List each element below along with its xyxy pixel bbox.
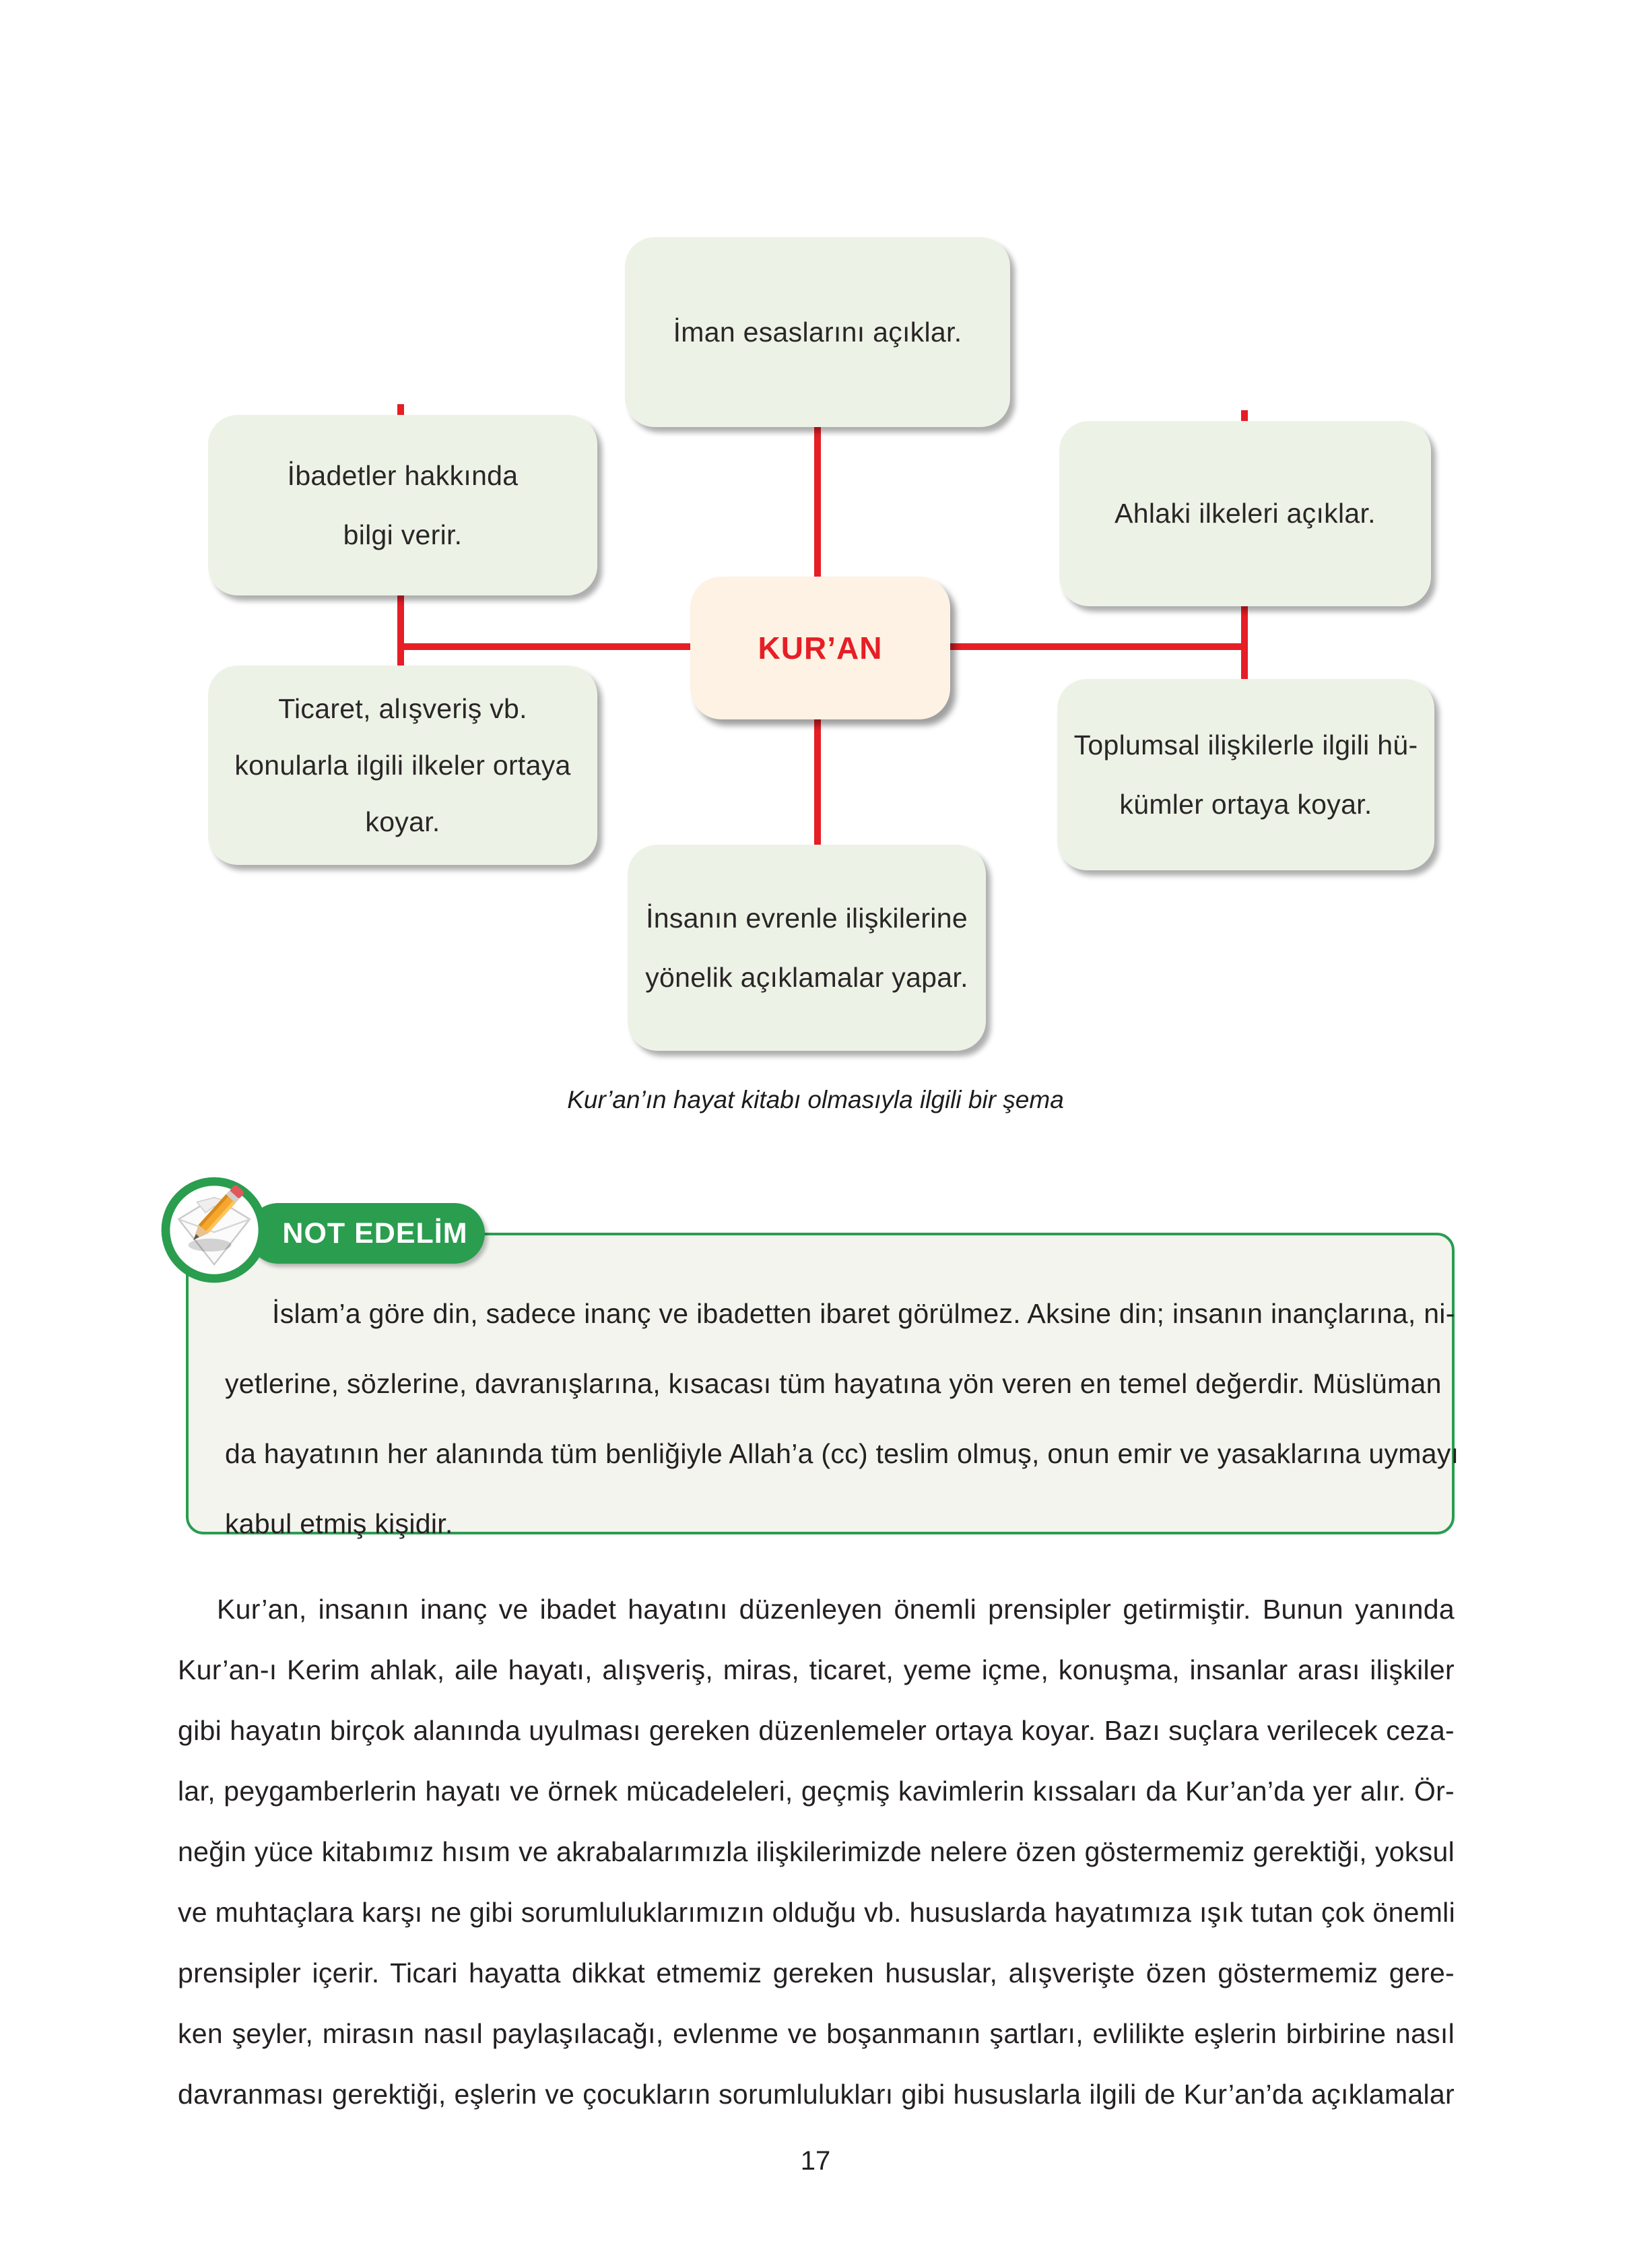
diagram-node-evren — [628, 845, 986, 1051]
note-title: NOT EDELİM — [282, 1217, 468, 1250]
note-text-line: da hayatının her alanında tüm benliğiyle Allah’a (cc) teslim olmuş, onun emir ve yasaklarına uymayı — [225, 1438, 1459, 1469]
body-text-line: Kur’an, insanın inanç ve ibadet hayatını düzenleyen önemli prensipler getirmiştir. Bunun yanında — [217, 1594, 1455, 1625]
body-text-line: ken şeyler, mirasın nasıl paylaşılacağı, evlenme ve boşanmanın şartları, evlilikte eşlerin birbirine nasıl — [178, 2018, 1455, 2049]
node-text-line: İnsanın evrenle ilişkilerine — [646, 902, 968, 934]
node-text-line: koyar. — [365, 806, 440, 838]
node-text-line: konularla ilgili ilkeler ortaya — [234, 749, 571, 781]
body-text-line: lar, peygamberlerin hayatı ve örnek mücadeleleri, geçmiş kavimlerin kıssaları da Kur’an’da yer alır. Ör- — [178, 1776, 1455, 1807]
connector-top-vertical — [814, 424, 821, 581]
body-text-line: neğin yüce kitabımız hısım ve akrabalarımızla ilişkilerimizde nelere özen göstermemiz gerektiği, yoksul — [178, 1836, 1455, 1867]
connector-bottom-vertical — [814, 715, 821, 850]
body-paragraph — [178, 1579, 1455, 2125]
node-text-line: Ahlaki ilkeleri açıklar. — [1114, 498, 1376, 529]
connector-right-horizontal — [947, 643, 1244, 650]
node-text-line: yönelik açıklamalar yapar. — [645, 962, 968, 993]
node-text-line: İman esaslarını açıklar. — [673, 316, 962, 348]
node-text-line: KUR’AN — [758, 630, 883, 666]
diagram-caption: Kur’an’ın hayat kitabı olmasıyla ilgili bir şema — [567, 1086, 1064, 1113]
note-text-line: yetlerine, sözlerine, davranışlarına, kısacası tüm hayatına yön veren en temel değerdir. Müslüman — [225, 1368, 1442, 1399]
body-text-line: gibi hayatın birçok alanında uyulması gereken düzenlemeler ortaya koyar. Bazı suçlara verilecek ceza- — [178, 1715, 1455, 1746]
note-text-line: kabul etmiş kişidir. — [225, 1508, 453, 1539]
connector-left-vertical — [397, 590, 404, 670]
body-text-line: ve muhtaçlara karşı ne gibi sorumluluklarımızın olduğu vb. hususlarda hayatımıza ışık tutan çok önemli — [178, 1897, 1455, 1928]
body-text-line: prensipler içerir. Ticari hayatta dikkat etmemiz gereken hususlar, alışverişte özen göstermemiz gere- — [178, 1957, 1455, 1988]
diagram-node-toplum — [1057, 679, 1434, 870]
diagram-node-ibadet — [208, 415, 597, 595]
note-text-line: İslam’a göre din, sadece inanç ve ibadetten ibaret görülmez. Aksine din; insanın inançlarına, ni- — [272, 1298, 1455, 1329]
node-text-line: Toplumsal ilişkilerle ilgili hü- — [1073, 729, 1418, 760]
node-text-line: Ticaret, alışveriş vb. — [278, 692, 527, 724]
diagram-node-ahlak — [1059, 421, 1431, 606]
note-box — [186, 1233, 1459, 1539]
node-text-line: bilgi verir. — [343, 519, 463, 550]
page-number: 17 — [800, 2146, 831, 2176]
diagram-node-iman — [625, 237, 1010, 427]
pencil-note-icon — [160, 1176, 268, 1284]
node-text-line: kümler ortaya koyar. — [1119, 789, 1372, 820]
note-title-pill — [248, 1203, 485, 1264]
diagram-node-ticaret — [208, 666, 597, 865]
node-text-line: İbadetler hakkında — [287, 459, 519, 491]
diagram-node-kuran — [690, 577, 950, 719]
body-text-line: davranması gerektiği, eşlerin ve çocukların sorumlulukları gibi hususlarla ilgili de Kur’an’da açıklamalar — [178, 2079, 1455, 2110]
connector-right-vertical — [1241, 602, 1248, 684]
body-text-line: Kur’an-ı Kerim ahlak, aile hayatı, alışveriş, miras, ticaret, yeme içme, konuşma, insanlar arası ilişkiler — [178, 1654, 1455, 1685]
connector-left-horizontal — [399, 643, 694, 650]
